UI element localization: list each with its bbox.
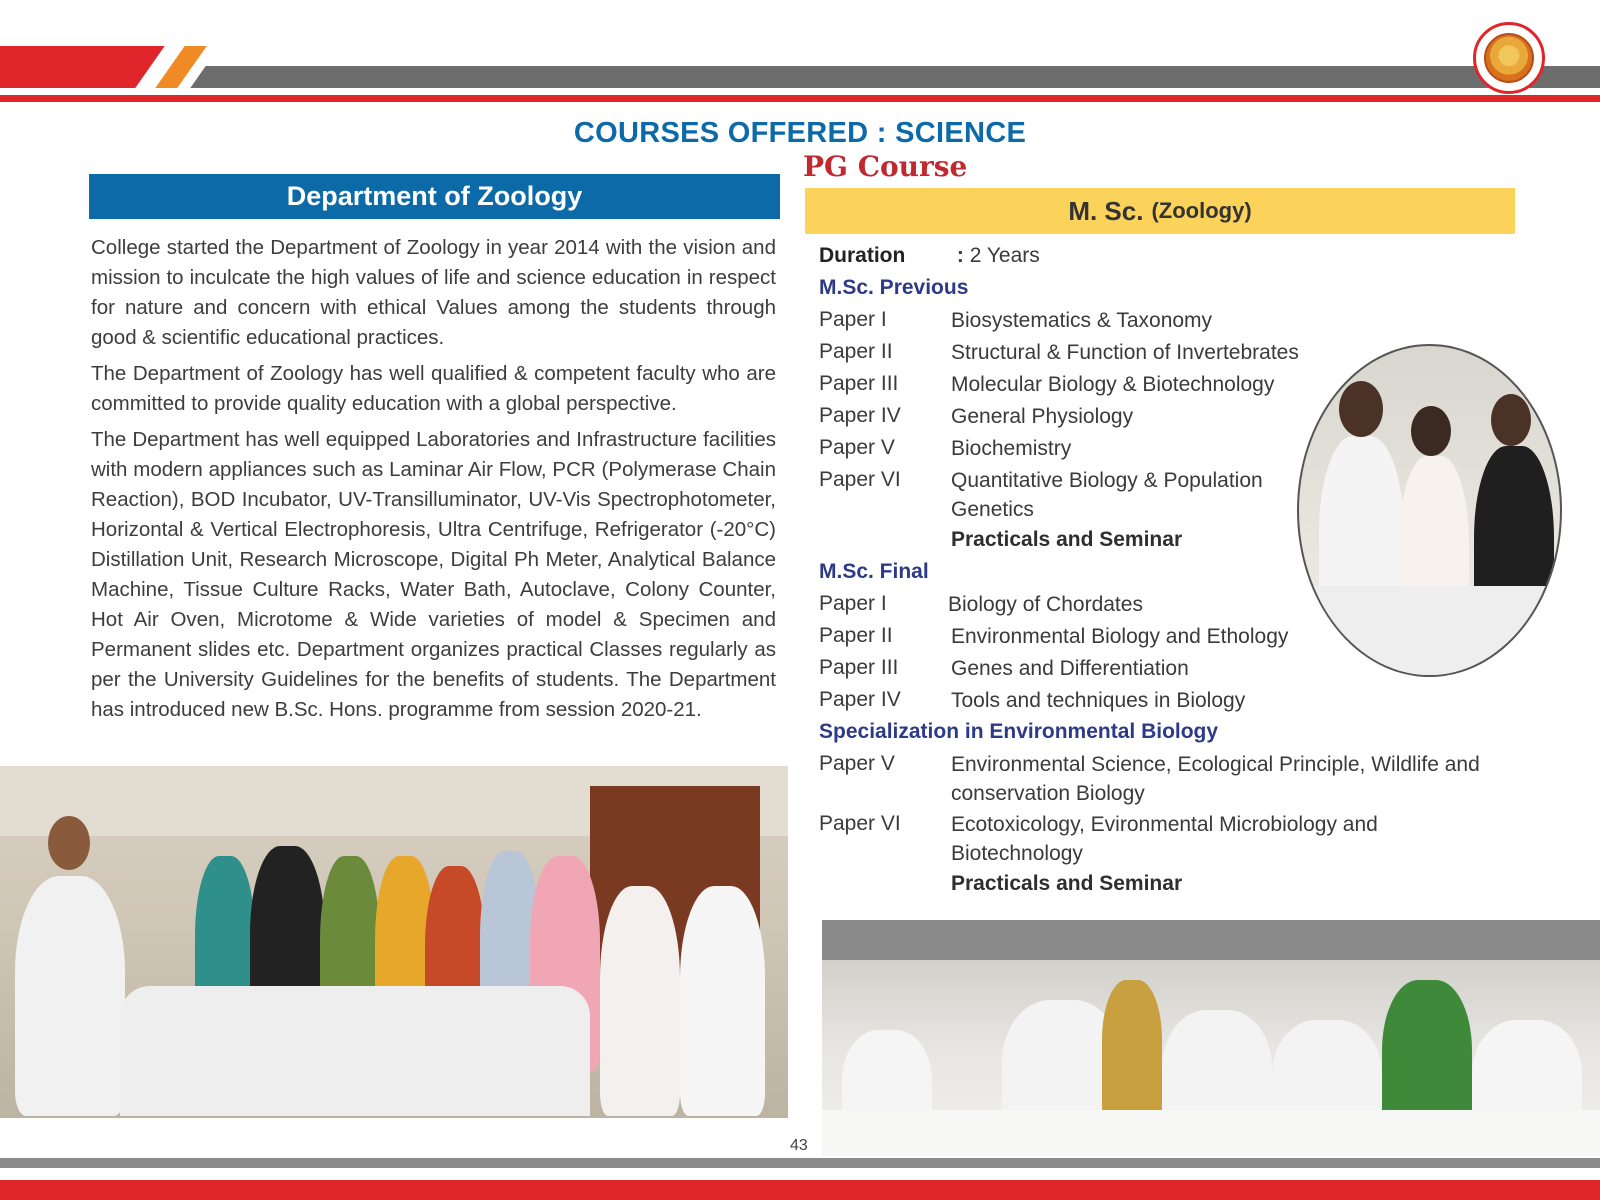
paper-label: Paper VI xyxy=(819,468,901,491)
paper-label: Paper V xyxy=(819,436,895,459)
paper-row xyxy=(819,808,1519,868)
paper-title: Biology of Chordates xyxy=(948,593,1143,616)
seal-emblem xyxy=(1484,33,1534,83)
department-heading: Department of Zoology xyxy=(89,174,780,219)
paper-label: Paper I xyxy=(819,592,887,615)
paper-title: Genes and Differentiation xyxy=(951,657,1189,680)
footer-red-band xyxy=(0,1180,1600,1200)
lab-work-photo xyxy=(1297,344,1562,677)
paper-label: Paper VI xyxy=(819,812,901,835)
header-gray-band xyxy=(215,66,1600,88)
department-group-photo xyxy=(0,766,788,1118)
paper-title: Tools and techniques in Biology xyxy=(951,689,1246,712)
duration-colon: : xyxy=(956,244,964,267)
course-subject: (Zoology) xyxy=(1151,198,1252,223)
paper-title: General Physiology xyxy=(951,405,1134,428)
paper-row xyxy=(819,684,1519,716)
paper-row xyxy=(819,304,1519,336)
specialization-heading: Specialization in Environmental Biology xyxy=(819,720,1219,743)
paper-label: Paper I xyxy=(819,308,887,331)
paper-title: Ecotoxicology, Evironmental Microbiology and Biotechnology xyxy=(951,813,1378,865)
photo-person xyxy=(15,876,125,1116)
photo-windows xyxy=(822,920,1600,960)
paper-title: Biosystematics & Taxonomy xyxy=(951,309,1213,332)
paper-row xyxy=(819,748,1519,808)
photo-person-head xyxy=(1339,381,1383,437)
course-heading xyxy=(805,188,1515,234)
previous-practicals: Practicals and Seminar xyxy=(951,528,1183,551)
description-paragraph: The Department of Zoology has well qualified & competent faculty who are committed to provide quality education with a global perspective. xyxy=(91,362,776,415)
paper-title: Biochemistry xyxy=(951,437,1072,460)
department-description xyxy=(91,233,776,731)
paper-label: Paper III xyxy=(819,656,899,679)
paper-title: Quantitative Biology & Population Genetics xyxy=(951,469,1263,521)
paper-label: Paper III xyxy=(819,372,899,395)
photo-person xyxy=(600,886,680,1116)
description-paragraph: College started the Department of Zoology in year 2014 with the vision and mission to inculcate the high values of life and science education in respect for nature and concern with ethical Values among the students through good & scientific educational practices. xyxy=(91,236,776,349)
paper-title: Environmental Biology and Ethology xyxy=(951,625,1289,648)
duration-row xyxy=(819,240,1519,272)
paper-label: Paper II xyxy=(819,340,893,363)
page-number: 43 xyxy=(790,1137,808,1154)
course-name: M. Sc. xyxy=(1068,195,1144,226)
photo-person xyxy=(680,886,765,1116)
photo-person-head xyxy=(1491,394,1531,446)
photo-seated-row xyxy=(120,986,590,1116)
photo-lab-table xyxy=(822,1110,1600,1156)
photo-person-head xyxy=(48,816,90,870)
paper-title: Molecular Biology & Biotechnology xyxy=(951,373,1275,396)
duration-value: 2 Years xyxy=(969,244,1040,267)
paper-label: Paper IV xyxy=(819,404,901,427)
header-red-line xyxy=(0,95,1600,102)
header-white-line xyxy=(0,88,1600,94)
specialization-practicals: Practicals and Seminar xyxy=(951,872,1183,895)
photo-person xyxy=(1102,980,1162,1130)
final-heading: M.Sc. Final xyxy=(819,560,929,583)
description-paragraph: The Department has well equipped Laboratories and Infrastructure facilities with modern appliances such as Laminar Air Flow, PCR (Polymerase Chain Reaction), BOD Incubator, UV-Transilluminator, UV-Vis Spectrophotometer, Horizontal & Vertical Electrophoresis, Ultra Centrifuge, Refrigerator (-20°C) Distillation Unit, Research Microscope, Digital Ph Meter, Analytical Balance Machine, Tissue Culture Racks, Water Bath, Autoclave, Colony Counter, Hot Air Oven, Microtome & Wide varieties of model & Specimen and Permanent slides etc. Department organizes practical Classes regularly as per the University Guidelines for the benefits of students. The Department has introduced new B.Sc. Hons. programme from session 2020-21. xyxy=(91,428,776,721)
college-seal-icon xyxy=(1473,22,1545,94)
photo-lab-bench xyxy=(1299,586,1562,677)
page-title: COURSES OFFERED : SCIENCE xyxy=(573,117,1027,149)
paper-title: Environmental Science, Ecological Principle, Wildlife and conservation Biology xyxy=(951,753,1480,805)
paper-label: Paper V xyxy=(819,752,895,775)
duration-label: Duration xyxy=(819,244,906,267)
paper-label: Paper IV xyxy=(819,688,901,711)
previous-heading: M.Sc. Previous xyxy=(819,276,969,299)
lab-practical-photo xyxy=(822,920,1600,1156)
paper-title: Structural & Function of Invertebrates xyxy=(951,341,1299,364)
paper-label: Paper II xyxy=(819,624,893,647)
footer-gray-band xyxy=(0,1158,1600,1168)
photo-person-head xyxy=(1411,406,1451,456)
pg-course-heading: PG Course xyxy=(803,150,968,183)
